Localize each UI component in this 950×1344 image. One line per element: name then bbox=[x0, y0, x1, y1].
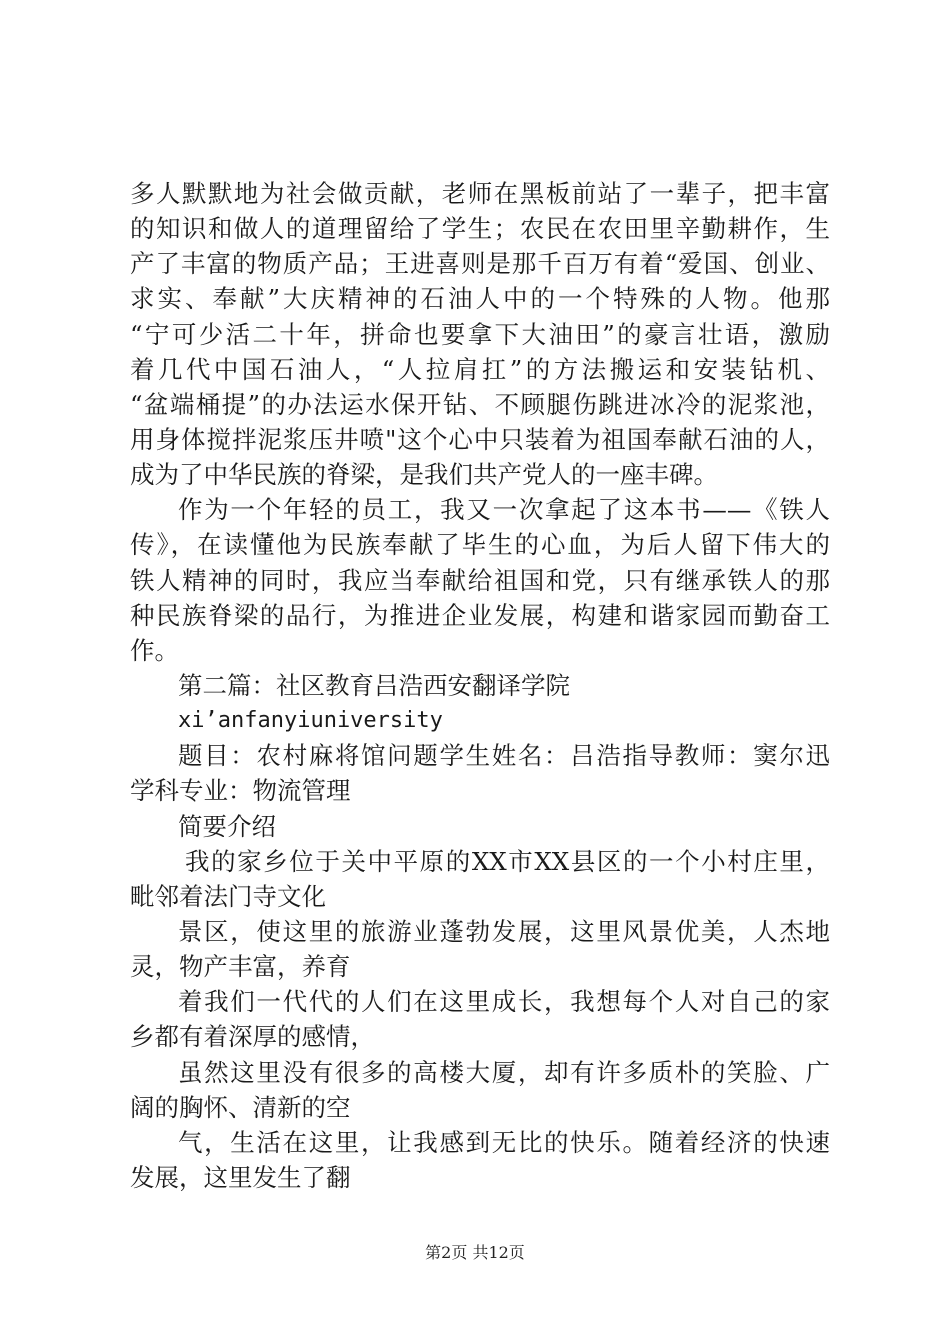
body-text-line: 乡都有着深厚的感情， bbox=[130, 1022, 375, 1051]
body-text-line: 虽然这里没有很多的高楼大厦，却有许多质朴的笑脸、广 bbox=[178, 1058, 830, 1087]
body-text-line: 着我们一代代的人们在这里成长，我想每个人对自己的家 bbox=[178, 987, 830, 1016]
body-text-line: 种民族脊梁的品行，为推进企业发展，构建和谐家园而勤奋工 bbox=[130, 601, 830, 630]
body-text-line: 作为一个年轻的员工，我又一次拿起了这本书——《铁人 bbox=[178, 495, 830, 524]
body-text-line: 成为了中华民族的脊梁，是我们共产党人的一座丰碑。 bbox=[130, 460, 718, 489]
body-text-line: 阔的胸怀、清新的空 bbox=[130, 1093, 351, 1122]
body-text-line: 着几代中国石油人，“人拉肩扛”的方法搬运和安装钻机、 bbox=[130, 355, 830, 384]
body-text-line: 毗邻着法门寺文化 bbox=[130, 882, 326, 911]
body-text-line: 求实、奉献”大庆精神的石油人中的一个特殊的人物。他那 bbox=[130, 284, 830, 313]
university-name-latin: xi’anfanyiuniversity bbox=[178, 708, 443, 733]
body-text-line: “盆端桶提”的办法运水保开钻、不顾腿伤跳进冰冷的泥浆池， bbox=[130, 390, 830, 419]
thesis-title-line: 题目：农村麻将馆问题学生姓名：吕浩指导教师：窦尔迅 bbox=[178, 741, 830, 770]
body-text-line: 作。 bbox=[130, 636, 179, 665]
body-text-line: 铁人精神的同时，我应当奉献给祖国和党，只有继承铁人的那 bbox=[130, 566, 830, 595]
body-text-line: 灵，物产丰富，养育 bbox=[130, 952, 351, 981]
body-text-line: 景区，使这里的旅游业蓬勃发展，这里风景优美，人杰地 bbox=[178, 917, 830, 946]
page-footer: 第2页 共12页 bbox=[425, 1243, 525, 1262]
body-text-line: 产了丰富的物质产品；王进喜则是那千百万有着“爱国、创业、 bbox=[130, 249, 830, 278]
body-text-line: 多人默默地为社会做贡献，老师在黑板前站了一辈子，把丰富 bbox=[130, 179, 830, 208]
body-text-line: 我的家乡位于关中平原的XX市XX县区的一个小村庄里， bbox=[185, 847, 830, 876]
section-heading: 第二篇：社区教育吕浩西安翻译学院 bbox=[178, 671, 570, 700]
body-text-line: 发展，这里发生了翻 bbox=[130, 1163, 351, 1192]
body-text-line: 用身体搅拌泥浆压井喷"这个心中只装着为祖国奉献石油的人， bbox=[130, 425, 830, 454]
major-line: 学科专业：物流管理 bbox=[130, 776, 351, 805]
body-text-line: 的知识和做人的道理留给了学生；农民在农田里辛勤耕作，生 bbox=[130, 214, 830, 243]
body-text-line: “宁可少活二十年，拼命也要拿下大油田”的豪言壮语，激励 bbox=[130, 320, 830, 349]
body-text-line: 传》，在读懂他为民族奉献了毕生的心血，为后人留下伟大的 bbox=[130, 530, 830, 559]
body-text-line: 气，生活在这里，让我感到无比的快乐。随着经济的快速 bbox=[178, 1128, 830, 1157]
subsection-heading: 简要介绍 bbox=[178, 812, 276, 841]
